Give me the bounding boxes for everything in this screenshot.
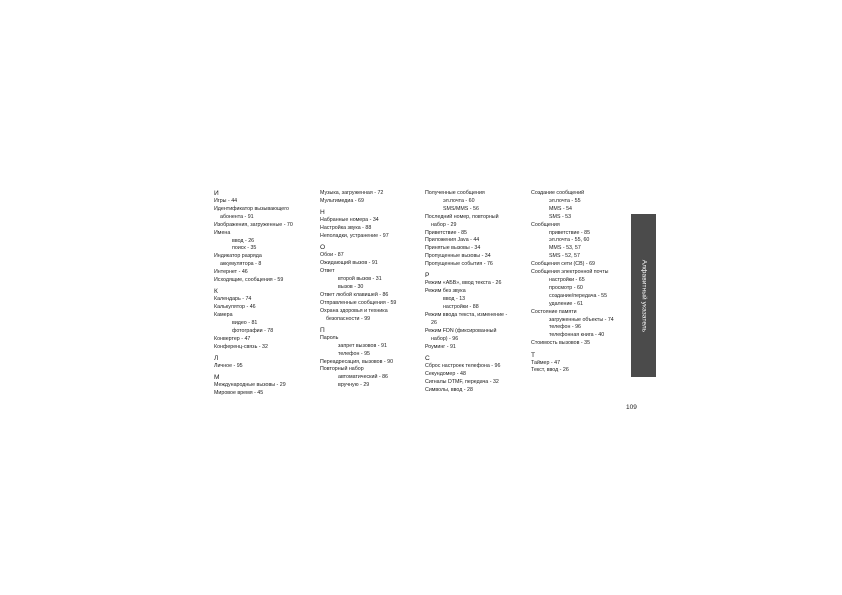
index-subentry: эл.почта - 60 <box>443 197 475 204</box>
index-letter-heading: С <box>425 355 430 362</box>
index-subentry: загруженные объекты - 74 <box>549 316 614 323</box>
index-subentry: телефон - 96 <box>549 324 582 331</box>
index-subentry: видео - 81 <box>232 320 258 327</box>
index-subentry: приветствие - 85 <box>549 229 591 236</box>
index-column-2 <box>320 190 420 390</box>
index-entry: Роуминг - 91 <box>425 343 456 350</box>
index-column-3 <box>425 190 525 395</box>
index-entry: Камера <box>214 312 233 319</box>
index-entry: Личное - 95 <box>214 363 243 370</box>
index-letter-heading: О <box>320 244 326 252</box>
index-entry: Сброс настроек телефона - 96 <box>425 363 501 369</box>
index-entry-continuation: аккумулятора - 8 <box>220 261 262 268</box>
index-entry: Состояние памяти <box>531 308 577 315</box>
index-entry: Последний номер, повторный <box>425 213 499 220</box>
index-subentry: фотографии - 78 <box>232 327 274 334</box>
index-entry: Неполадки, устранение - 97 <box>320 233 389 240</box>
index-entry-continuation: набор - 29 <box>431 221 457 228</box>
index-entry: Сигналы DTMF, передача - 32 <box>425 378 499 385</box>
index-entry: Ответ <box>320 268 335 275</box>
index-entry: Пароль <box>320 334 339 341</box>
index-entry: Конференц-связь - 32 <box>214 343 268 350</box>
index-subentry: вызов - 30 <box>338 283 364 290</box>
index-entry: Текст, ввод - 26 <box>531 367 569 374</box>
index-entry: Режим «АБВ», ввод текста - 26 <box>425 280 502 287</box>
index-entry: Идентификатор вызывающего <box>214 205 289 212</box>
index-column-4 <box>531 190 631 375</box>
index-entry: Сообщения <box>531 221 560 228</box>
index-entry: Создание сообщений <box>531 190 585 196</box>
index-subentry: второй вызов - 31 <box>338 276 382 283</box>
index-letter-heading: К <box>214 288 218 296</box>
index-entry: Игры - 44 <box>214 198 238 204</box>
index-entry: Пропущенные вызовы - 34 <box>425 253 491 260</box>
index-entry: Повторный набор <box>320 366 364 373</box>
index-entry: Набранные номера - 34 <box>320 217 379 224</box>
index-entry: Сообщения электронной почты <box>531 269 609 276</box>
index-subentry: SMS - 52, 57 <box>549 253 580 260</box>
index-subentry: настройки - 65 <box>549 276 585 283</box>
index-entry-continuation: абонента - 91 <box>220 213 254 220</box>
index-entry: Изображения, загруженные - 70 <box>214 221 293 228</box>
index-entry-continuation: безопасности - 99 <box>326 315 371 322</box>
index-entry: Ожидающий вызов - 91 <box>320 260 378 267</box>
side-tab-label: Алфавитный указатель <box>640 259 647 332</box>
index-letter-heading: Н <box>320 209 325 217</box>
index-letter-heading: Т <box>531 351 536 359</box>
index-entry: Режим FDN (фиксированный <box>425 327 497 334</box>
index-column-1 <box>214 190 314 398</box>
index-subentry: ввод - 26 <box>232 237 255 244</box>
index-entry: Режим без звука <box>425 288 466 295</box>
index-subentry: телефон - 95 <box>338 350 371 357</box>
index-entry: Настройка звука - 88 <box>320 225 372 232</box>
index-subentry: SMS - 53 <box>549 213 572 220</box>
index-entry: Обои - 87 <box>320 252 344 259</box>
index-letter-heading: Л <box>214 355 219 363</box>
index-entry: Калькулятор - 46 <box>214 304 256 311</box>
index-entry: Индикатор разряда <box>214 253 262 260</box>
index-subentry: настройки - 88 <box>443 304 479 311</box>
index-entry: Символы, ввод - 28 <box>425 386 473 393</box>
index-entry: Охрана здоровья и техника <box>320 307 388 314</box>
index-entry: Международные вызовы - 29 <box>214 382 286 389</box>
index-subentry: запрет вызовов - 91 <box>338 342 387 349</box>
index-entry: Приветствие - 85 <box>425 229 467 236</box>
index-entry: Таймер - 47 <box>531 359 561 366</box>
index-entry: Принятые вызовы - 34 <box>425 245 481 252</box>
index-entry: Мультимедиа - 69 <box>320 197 364 204</box>
index-entry: Календарь - 74 <box>214 296 252 303</box>
index-subentry: SMS/MMS - 56 <box>443 205 479 212</box>
index-subentry: создание/передача - 55 <box>549 292 608 299</box>
index-entry: Переадресация, вызовов - 90 <box>320 358 394 365</box>
index-entry: Ответ любой клавишей - 86 <box>320 291 389 298</box>
index-letter-heading: Р <box>425 272 430 280</box>
index-entry: Пропущенные события - 76 <box>425 261 493 268</box>
index-subentry: эл.почта - 55 <box>549 197 581 204</box>
index-entry: Приложения Java - 44 <box>425 237 480 244</box>
page-number: 109 <box>626 404 637 411</box>
index-entry: Стоимость вызовов - 35 <box>531 340 591 347</box>
index-entry: Сообщения сети (CB) - 69 <box>531 261 595 268</box>
index-letter-heading: П <box>320 326 325 334</box>
section-side-tab <box>631 214 656 377</box>
index-subentry: поиск - 35 <box>232 245 257 252</box>
index-subentry: MMS - 53, 57 <box>549 245 581 252</box>
index-entry: Отправленные сообщения - 59 <box>320 299 397 306</box>
index-entry: Исходящие, сообщения - 59 <box>214 277 284 284</box>
index-entry-continuation: набор) - 96 <box>431 335 459 342</box>
index-subentry: просмотр - 60 <box>549 284 583 291</box>
index-subentry: автоматический - 86 <box>338 374 388 381</box>
index-subentry: MMS - 54 <box>549 205 572 212</box>
index-letter-heading: М <box>214 374 220 382</box>
index-entry: Имена <box>214 229 231 236</box>
index-entry: Интернет - 46 <box>214 269 248 276</box>
index-subentry: ввод - 13 <box>443 296 466 303</box>
index-subentry: вручную - 29 <box>338 382 370 389</box>
index-entry: Секундомер - 48 <box>425 370 466 377</box>
index-subentry: удаление - 61 <box>549 300 583 307</box>
index-entry: Мировое время - 45 <box>214 390 264 397</box>
index-letter-heading: И <box>214 190 219 197</box>
index-entry: Конвертер - 47 <box>214 335 251 342</box>
index-entry: Режим ввода текста, изменение - <box>425 312 508 319</box>
index-entry: Полученные сообщения <box>425 190 485 196</box>
index-entry-continuation: 26 <box>431 319 437 326</box>
index-subentry: телефонная книга - 40 <box>549 332 605 339</box>
index-subentry: эл.почта - 55, 60 <box>549 237 590 244</box>
index-entry: Музыка, загруженная - 72 <box>320 190 384 196</box>
